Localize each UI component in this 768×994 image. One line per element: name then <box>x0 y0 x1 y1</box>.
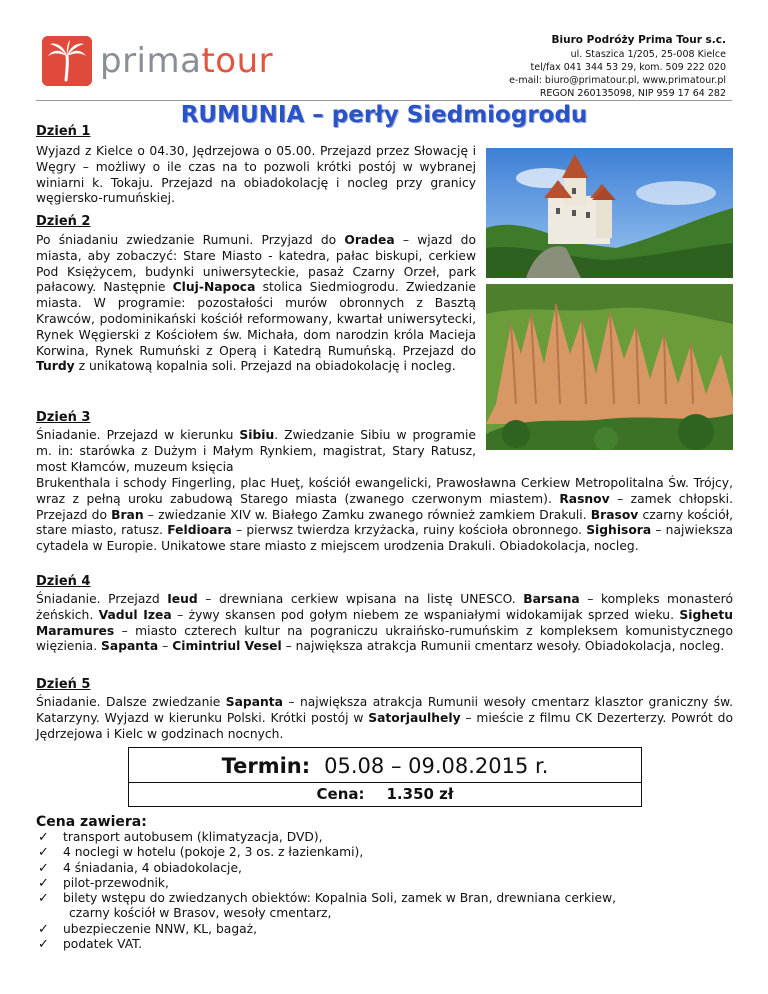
includes-heading: Cena zawiera: <box>36 814 147 830</box>
day-4-heading: Dzień 4 <box>36 574 91 589</box>
place-sighisora: Sighisora <box>586 523 652 538</box>
list-item: ✓ podatek VAT. <box>38 937 143 953</box>
termin-value: 05.08 – 09.08.2015 r. <box>324 754 549 778</box>
checkmark-icon: ✓ <box>38 937 49 953</box>
includes-list <box>38 830 738 952</box>
company-phone: tel/fax 041 344 53 29, kom. 509 222 020 <box>530 62 726 73</box>
day-1-heading: Dzień 1 <box>36 124 91 139</box>
place-sapanta-day5: Sapanta <box>225 695 283 709</box>
primatour-logo <box>42 36 282 88</box>
page-title: RUMUNIA – perły Siedmiogrodu <box>180 102 588 128</box>
company-email: e-mail: biuro@primatour.pl, www.primatour.pl <box>509 75 726 86</box>
price-row <box>129 784 641 804</box>
checkmark-icon: ✓ <box>38 830 49 845</box>
list-item: ✓ transport autobusem (klimatyzacja, DVD), <box>38 830 323 845</box>
checkmark-icon: ✓ <box>38 860 49 876</box>
company-regon: REGON 260135098, NIP 959 17 64 282 <box>539 88 726 99</box>
place-sighetu-maramures: Sighetu Maramures <box>36 607 733 638</box>
place-sibiu: Sibiu <box>239 428 275 442</box>
list-item: ✓ 4 śniadania, 4 obiadokolacje, <box>38 860 242 876</box>
price-label: Cena: <box>316 785 365 803</box>
bran-castle-photo <box>486 148 733 278</box>
day-3-heading: Dzień 3 <box>36 410 91 425</box>
place-vadul-izea: Vadul Izea <box>98 607 172 622</box>
logo-text-tour: tour <box>201 41 274 81</box>
checkmark-icon: ✓ <box>38 875 49 891</box>
place-cimintriul-vesel: Cimintriul Vesel <box>172 639 282 654</box>
place-satorjaulhely: Satorjaulhely <box>368 710 461 725</box>
day-3-text-narrow: Śniadanie. Przejazd w kierunku Sibiu. Zwiedzanie Sibiu w programie m. in: starówka z Dużym i Małym Rynkiem, magistrat, Stary Ratusz, most Kłamców, muzeum księcia <box>36 428 476 474</box>
day-5-heading: Dzień 5 <box>36 677 91 692</box>
place-feldioara: Feldioara <box>167 523 232 538</box>
place-ieud: Ieud <box>167 592 198 606</box>
termin-label: Termin: <box>221 754 311 778</box>
place-barsana: Barsana <box>523 592 580 606</box>
place-turdy: Turdy <box>36 359 75 374</box>
rock-formations-photo <box>486 284 733 450</box>
company-address: ul. Staszica 1/205, 25-008 Kielce <box>570 49 726 60</box>
place-bran: Bran <box>111 507 144 522</box>
day-4-text: Śniadanie. Przejazd Ieud – drewniana cerkiew wpisana na listę UNESCO. Barsana – kompleks monasteró żeńskich. Vadul Izea – żywy skansen pod gołym niebem ze wspaniałymi widokamijak sprzed wieku. Sighetu Maramures – miasto czterech kultur na pograniczu ukraińsko-rumuńskim z kompleksem komunistycznego więzienia. Sapanta – Cimintriul Vesel – największa atrakcja Rumunii cmentarz wesoły. Obiadokolacja, nocleg. <box>36 592 733 654</box>
place-oradea: Oradea <box>344 233 395 247</box>
list-item: ✓ pilot-przewodnik, <box>38 875 169 891</box>
day-3-text-wide: Brukenthala i schody Fingerling, plac Hueţ, kościół ewangelicki, Prawosławna Cerkiew Metropolitalna Św. Trójcy, wraz z pełną uroku zabudową Starego miasta (zwanego czerwonym miastem). Rasnov – zamek chłopski. Przejazd do Bran – zwiedzanie XIV w. Białego Zamku zwanego również zamkiem Drakuli. Brasov czarny kościół, stare miasto, ratusz. Feldioara – pierwsz twierdza krzyżacka, ruiny kościoła obronnego. Sighisora – najwieksza cytadela w Europie. Unikatowe stare miasto z miejscem urodzenia Drakuli. Obiadokolacja, nocleg. <box>36 476 733 554</box>
list-item: ✓ 4 noclegi w hotelu (pokoje 2, 3 os. z łazienkami), <box>38 845 364 861</box>
list-item: ✓ bilety wstępu do zwiedzanych obiektów: Kopalnia Soli, zamek w Bran, drewniana cerkiew, <box>38 891 617 907</box>
day-1-text: Wyjazd z Kielce o 04.30, Jędrzejowa o 05.00. Przejazd przez Słowację i Węgry – możliwy o ile czas na to pozwoli krótki postój w wybranej winiarni k. Tokaju. Przejazd na obiadokolację i nocleg przy granicy węgiersko-rumuńskiej. <box>36 144 476 206</box>
checkmark-icon: ✓ <box>38 845 49 861</box>
list-item: ✓ ubezpieczenie NNW, KL, bagaż, <box>38 921 258 937</box>
palm-tree-icon <box>42 36 92 86</box>
place-sapanta: Sapanta <box>101 639 159 654</box>
day-5-text: Śniadanie. Dalsze zwiedzanie Sapanta – największa atrakcja Rumunii wesoły cmentarz klasztor graniczny św. Katarzyny. Wyjazd w kierunku Polski. Krótki postój w Satorjaulhely – mieście z filmu CK Dezerterzy. Powrót do Jędrzejowa i Kielc w godzinach nocnych. <box>36 695 734 741</box>
day-2-heading: Dzień 2 <box>36 214 91 229</box>
place-brasov: Brasov <box>590 507 639 522</box>
day-2-text: Po śniadaniu zwiedzanie Rumuni. Przyjazd do Oradea – wjazd do miasta, aby zobaczyć: Stare Miasto - katedra, pałac biskupi, cerkiew Pod Księżycem, budynki uniwersyteckie, pasaż Czarny Orzeł, park pałacowy. Następnie Cluj-Napoca stolica Siedmiogrodu. Zwiedzanie miasta. W programie: pozostałości murów obronnych z Basztą Krawców, podominikański kościół reformowany, kwartał uniwersytecki, Rynek Węgierski z Kościołem św. Michała, dom narodzin króla Macieja Korwina, Rynek Rumuński z Operą i Katedrą Rumuńską. Przejazd do Turdy z unikatową kopalnia soli. Przejazd na obiadokolację i nocleg. <box>36 233 477 374</box>
logo-text <box>100 38 273 84</box>
company-info <box>509 32 726 100</box>
logo-text-prima: prima <box>100 41 202 81</box>
termin-divider <box>129 782 641 783</box>
place-rasnov: Rasnov <box>559 491 610 506</box>
company-name: Biuro Podróży Prima Tour s.c. <box>551 34 726 46</box>
termin-row <box>129 752 641 780</box>
price-value: 1.350 zł <box>386 785 454 803</box>
list-item-continuation: czarny kościół w Brasov, wesoły cmentarz, <box>69 906 332 921</box>
checkmark-icon: ✓ <box>38 921 49 937</box>
termin-box <box>128 747 642 807</box>
checkmark-icon: ✓ <box>38 891 49 907</box>
place-cluj-napoca: Cluj-Napoca <box>172 280 256 295</box>
